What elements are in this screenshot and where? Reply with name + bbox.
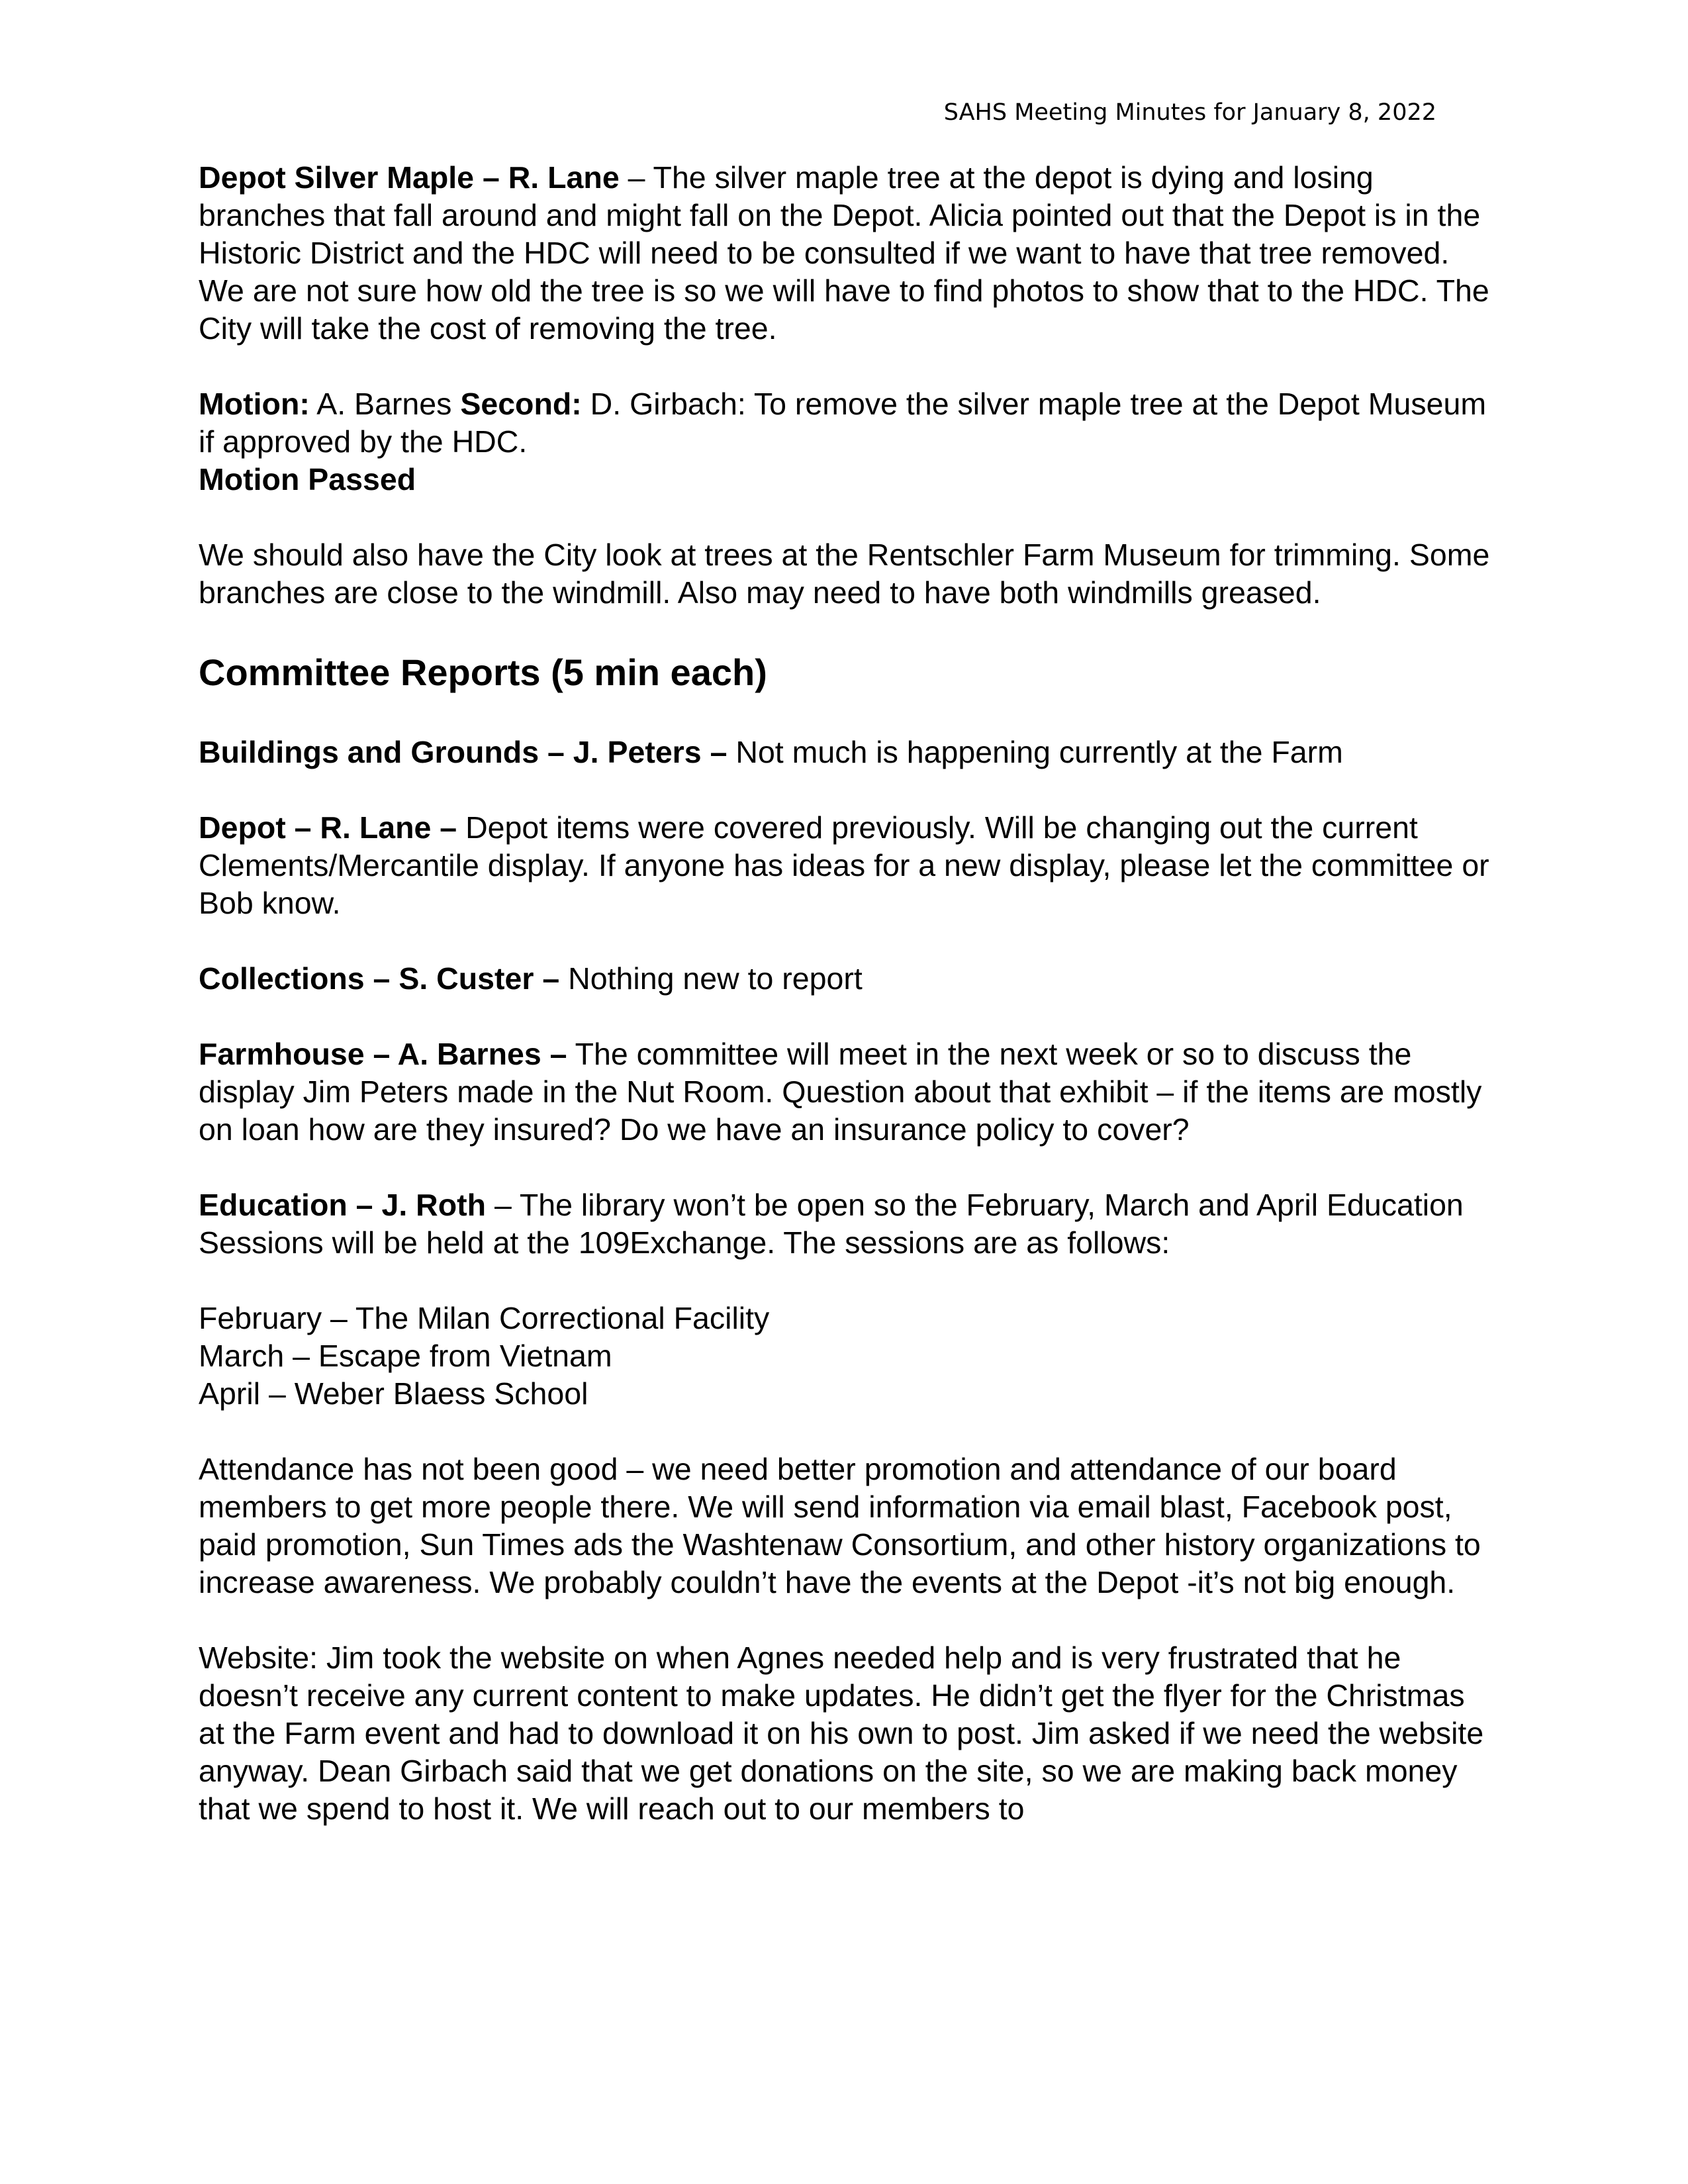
running-header: SAHS Meeting Minutes for January 8, 2022 <box>943 99 1436 126</box>
collections-paragraph <box>199 960 1496 998</box>
buildings-grounds-title: Buildings and Grounds – J. Peters – <box>199 735 727 769</box>
motion-by: A. Barnes <box>309 387 461 421</box>
collections-text: Nothing new to report <box>559 961 863 996</box>
collections-title: Collections – S. Custer – <box>199 961 560 996</box>
second-text: D. Girbach: To remove the silver maple tree at the Depot Museum if approved by the HDC. <box>199 387 1487 459</box>
list-item: March – Escape from Vietnam <box>199 1339 612 1373</box>
depot-silver-maple-paragraph <box>199 159 1496 348</box>
list-item: February – The Milan Correctional Facility <box>199 1301 770 1335</box>
motion-result <box>199 461 1496 499</box>
depot-report-text: Depot items were covered previously. Will be changing out the current Clements/Mercantile display. If anyone has ideas for a new display, please let the committee or Bob know. <box>199 810 1489 920</box>
farmhouse-title: Farmhouse – A. Barnes – <box>199 1037 567 1071</box>
depot-report-title: Depot – R. Lane – <box>199 810 457 845</box>
depot-silver-maple-title: Depot Silver Maple – R. Lane <box>199 160 620 195</box>
committee-reports-heading: Committee Reports (5 min each) <box>199 651 767 693</box>
buildings-grounds-text: Not much is happening currently at the Farm <box>727 735 1343 769</box>
depot-silver-maple-text: – The silver maple tree at the depot is dying and losing branches that fall around and might fall on the Depot. Alicia pointed out that the Depot is in the Historic District and the HDC will need to be consulted if we want to have that tree removed. We are not sure how old the tree is so we will have to find photos to show that to the HDC. The City will take the cost of removing the tree. <box>199 160 1489 346</box>
motion-label: Motion: <box>199 387 310 421</box>
farmhouse-text: The committee will meet in the next week or so to discuss the display Jim Peters made in the Nut Room. Question about that exhibit – if the items are mostly on loan how are they insured? Do we have an insurance policy to cover? <box>199 1037 1482 1147</box>
attendance-paragraph: Attendance has not been good – we need better promotion and attendance of our board members to get more people there. We will send information via email blast, Facebook post, paid promotion, Sun Times ads the Washtenaw Consortium, and other history organizations to increase awareness. We probably couldn’t have the events at the Depot -it’s not big enough. <box>199 1452 1481 1599</box>
trees-note: We should also have the City look at trees at the Rentschler Farm Museum for trimming. Some branches are close to the windmill. Also may need to have both windmills greased. <box>199 538 1490 610</box>
education-text: – The library won’t be open so the February, March and April Education Sessions will be held at the 109Exchange. The sessions are as follows: <box>199 1188 1464 1260</box>
education-session-list <box>199 1300 1496 1413</box>
depot-report-paragraph <box>199 809 1496 922</box>
document-body <box>199 159 1496 1866</box>
second-label: Second: <box>460 387 582 421</box>
education-paragraph <box>199 1186 1496 1262</box>
motion-paragraph <box>199 385 1496 461</box>
list-item: April – Weber Blaess School <box>199 1376 588 1411</box>
buildings-grounds-paragraph <box>199 734 1496 771</box>
motion-result-text: Motion Passed <box>199 462 416 497</box>
education-title: Education – J. Roth <box>199 1188 487 1222</box>
website-paragraph: Website: Jim took the website on when Agnes needed help and is very frustrated that he doesn’t receive any current content to make updates. He didn’t get the flyer for the Christmas at the Farm event and had to download it on his own to post. Jim asked if we need the website anyway. Dean Girbach said that we get donations on the site, so we are making back money that we spend to host it. We will reach out to our members to <box>199 1640 1484 1826</box>
farmhouse-paragraph <box>199 1035 1496 1149</box>
